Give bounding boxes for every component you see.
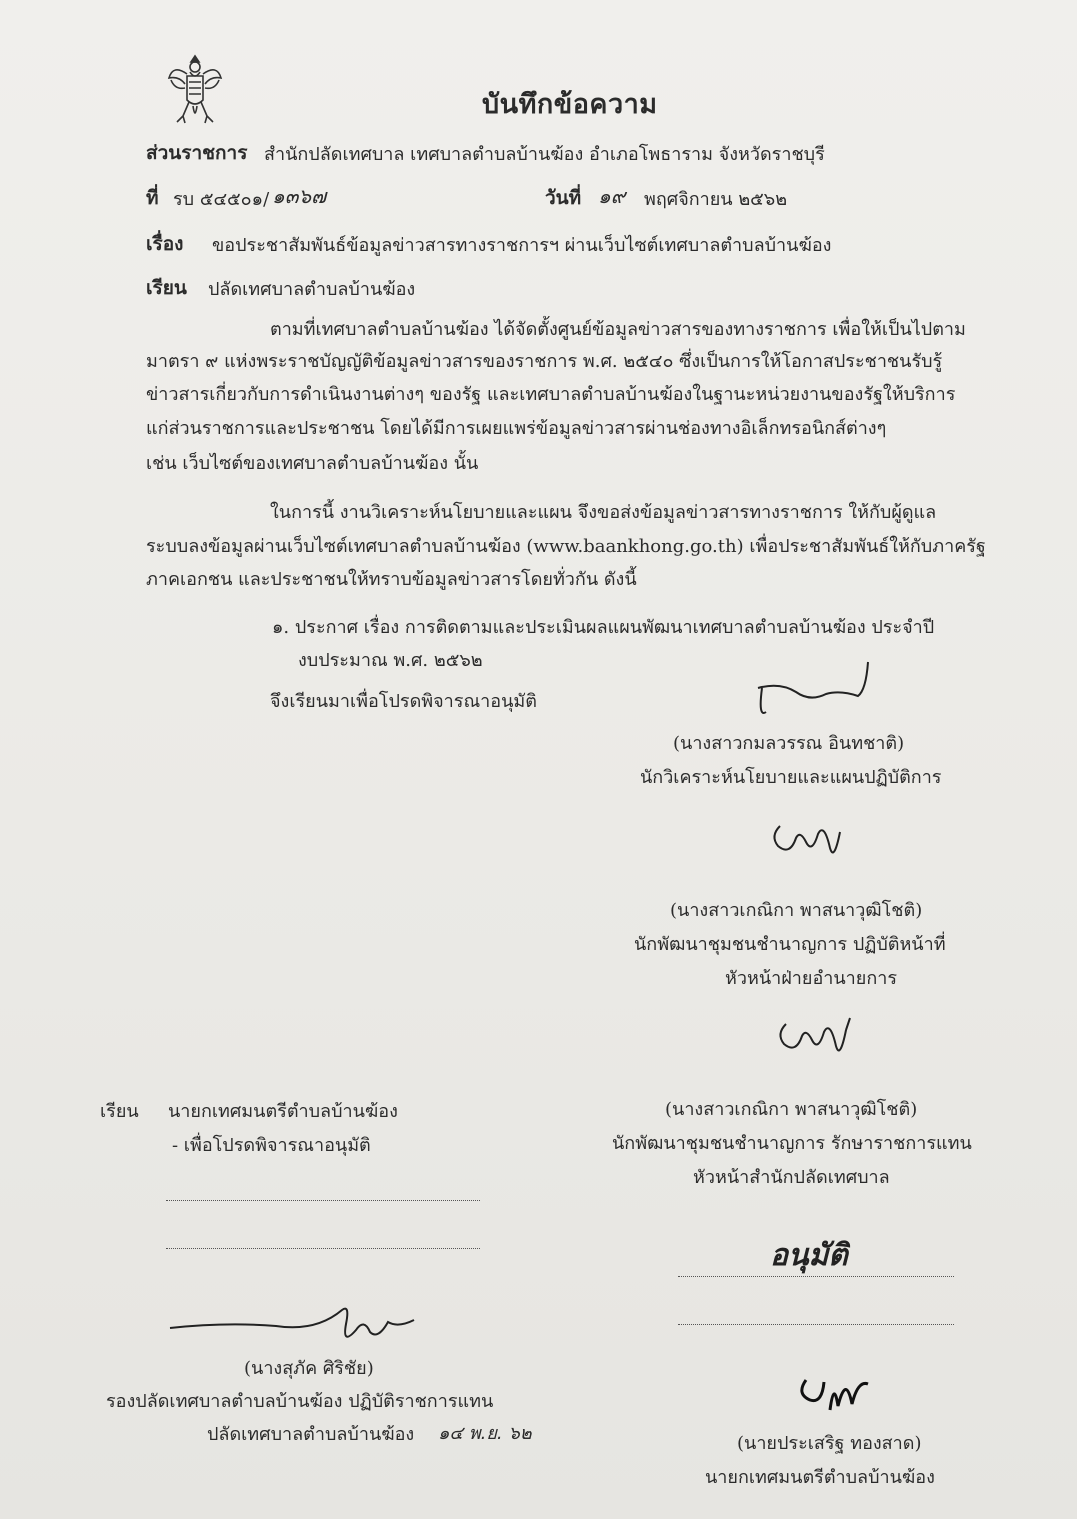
date-handwritten: ๑๙ [598,184,626,208]
deputy-position-1: รองปลัดเทศบาลตำบลบ้านฆ้อง ปฏิบัติราชการแทน [106,1391,494,1412]
department-value: สำนักปลัดเทศบาล เทศบาลตำบลบ้านฆ้อง อำเภอโพธาราม จังหวัดราชบุรี [264,144,825,165]
garuda-emblem-icon [165,50,225,126]
item-1-line-1: ๑. ประกาศ เรื่อง การติดตามและประเมินผลแผนพัฒนาเทศบาลตำบลบ้านฆ้อง ประจำปี [272,617,935,638]
signer-mayor-name: (นายประเสริฐ ทองสาด) [737,1433,922,1454]
deputy-position-2: ปลัดเทศบาลตำบลบ้านฆ้อง [207,1424,415,1445]
paragraph-2-line-2: ระบบลงข้อมูลผ่านเว็บไซต์เทศบาลตำบลบ้านฆ้อง (www.baankhong.go.th) เพื่อประชาสัมพันธ์ให้กับภาครัฐ [146,536,986,557]
reference-value: รบ ๕๔๕๐๑/ [173,189,270,210]
endorsement-dotted-line-1 [166,1200,480,1201]
approval-dotted-line-1 [678,1276,954,1277]
closing-text: จึงเรียนมาเพื่อโปรดพิจารณาอนุมัติ [270,691,537,712]
reference-handwritten: ๑๓๖๗ [272,184,327,208]
approval-dotted-line-2 [678,1324,954,1325]
item-1-line-2: งบประมาณ พ.ศ. ๒๕๖๒ [298,650,483,671]
endorsement-to-value: นายกเทศมนตรีตำบลบ้านฆ้อง [168,1101,398,1122]
endorsement-dotted-line-2 [166,1248,480,1249]
signature-deputy [166,1302,426,1352]
signer-mayor-position: นายกเทศมนตรีตำบลบ้านฆ้อง [705,1467,935,1488]
signer-2-name: (นางสาวเกณิกา พาสนาวุฒิโชติ) [670,900,923,921]
signer-3-position-2: หัวหน้าสำนักปลัดเทศบาล [693,1167,890,1188]
signature-3 [772,1008,862,1068]
addressee-label: เรียน [146,277,187,299]
signer-1-name: (นางสาวกมลวรรณ อินทชาติ) [673,733,905,754]
reference-label: ที่ [146,187,159,209]
signer-3-name: (นางสาวเกณิกา พาสนาวุฒิโชติ) [665,1099,918,1120]
date-label: วันที่ [545,187,582,209]
paragraph-1-line-3: ข่าวสารเกี่ยวกับการดำเนินงานต่างๆ ของรัฐ และเทศบาลตำบลบ้านฆ้องในฐานะหน่วยงานของรัฐให้บริการ [146,384,956,405]
department-label: ส่วนราชการ [146,142,248,164]
signature-1 [740,660,890,720]
paragraph-1-line-4: แก่ส่วนราชการและประชาชน โดยได้มีการเผยแพร่ข้อมูลข่าวสารผ่านช่องทางอิเล็กทรอนิกส์ต่างๆ [146,418,887,439]
signer-2-position-1: นักพัฒนาชุมชนชำนาญการ ปฏิบัติหน้าที่ [634,934,946,955]
subject-value: ขอประชาสัมพันธ์ข้อมูลข่าวสารทางราชการฯ ผ่านเว็บไซต์เทศบาลตำบลบ้านฆ้อง [212,235,832,256]
paragraph-2-line-1: ในการนี้ งานวิเคราะห์นโยบายและแผน จึงขอส่งข้อมูลข่าวสารทางราชการ ให้กับผู้ดูแล [270,502,937,523]
paragraph-1-line-1: ตามที่เทศบาลตำบลบ้านฆ้อง ได้จัดตั้งศูนย์ข้อมูลข่าวสารของทางราชการ เพื่อให้เป็นไปตาม [270,319,966,340]
addressee-value: ปลัดเทศบาลตำบลบ้านฆ้อง [208,279,416,300]
paragraph-1-line-5: เช่น เว็บไซต์ของเทศบาลตำบลบ้านฆ้อง นั้น [146,453,479,474]
signature-2 [766,812,856,872]
paragraph-1-line-2: มาตรา ๙ แห่งพระราชบัญญัติข้อมูลข่าวสารของราชการ พ.ศ. ๒๕๔๐ ซึ่งเป็นการให้โอกาสประชาชนรับรู้ [146,351,943,372]
signature-mayor [794,1360,884,1420]
deputy-date-handwritten: ๑๔ พ.ย. ๖๒ [438,1423,532,1444]
signer-2-position-2: หัวหน้าฝ่ายอำนายการ [725,968,898,989]
signer-1-position: นักวิเคราะห์นโยบายและแผนปฏิบัติการ [640,767,942,788]
endorsement-note: - เพื่อโปรดพิจารณาอนุมัติ [172,1135,371,1156]
page-title: บันทึกข้อความ [482,89,658,120]
date-value: พฤศจิกายน ๒๕๖๒ [644,189,788,210]
deputy-name: (นางสุภัค ศิริชัย) [244,1358,374,1379]
subject-label: เรื่อง [146,233,184,255]
endorsement-to-label: เรียน [100,1101,139,1122]
approval-handwritten: อนุมัติ [770,1238,848,1273]
paragraph-2-line-3: ภาคเอกชน และประชาชนให้ทราบข้อมูลข่าวสารโดยทั่วกัน ดังนี้ [146,569,637,590]
signer-3-position-1: นักพัฒนาชุมชนชำนาญการ รักษาราชการแทน [612,1133,972,1154]
